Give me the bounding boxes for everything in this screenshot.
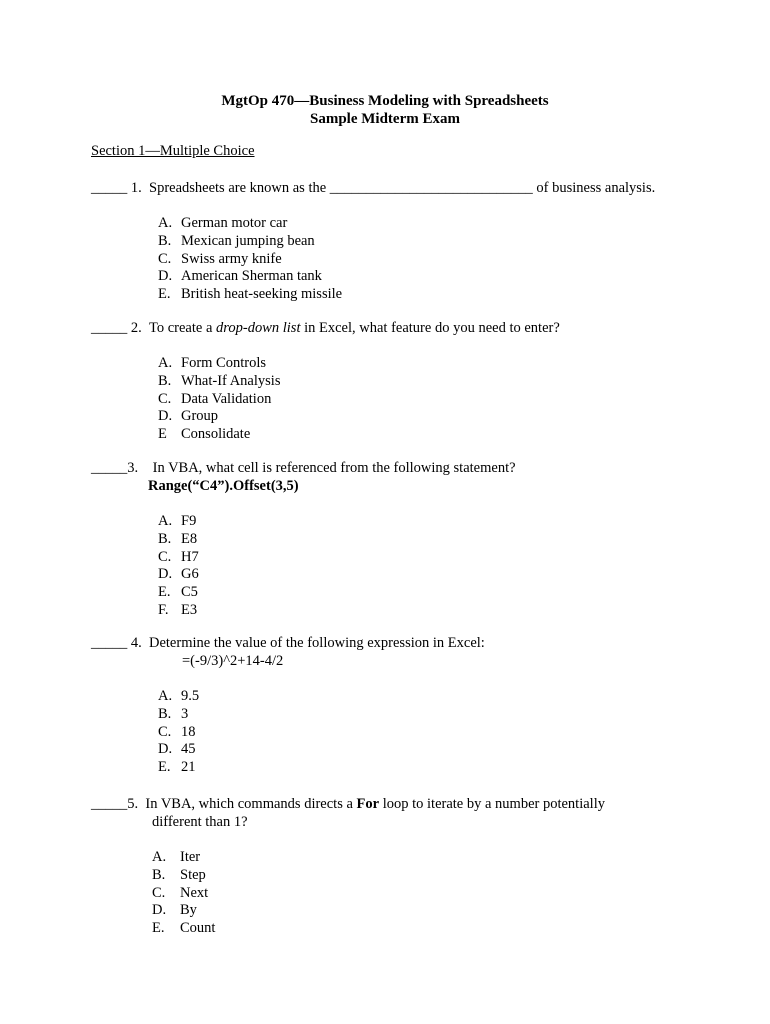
option-d: D. By: [152, 902, 197, 919]
option-e: E. C5: [158, 584, 198, 601]
exam-subtitle: Sample Midterm Exam: [310, 111, 460, 127]
question-2-options: [158, 355, 280, 444]
option-a: A. 9.5: [158, 688, 200, 704]
vba-statement: Range(“C4”).Offset(3,5): [148, 478, 299, 494]
question-3-prefix: _____3.: [91, 460, 139, 476]
option-e: E. Count: [152, 920, 216, 937]
option-b: B. E8: [158, 530, 198, 547]
question-5: [91, 795, 731, 813]
question-4-prefix: _____ 4.: [91, 635, 142, 651]
option-d: D. Group: [158, 408, 219, 425]
question-3-text: In VBA, what cell is referenced from the following statement?: [152, 460, 516, 476]
option-b: B. What-If Analysis: [158, 372, 281, 389]
question-4-text: Determine the value of the following expression in Excel:: [149, 635, 485, 651]
question-2-text-before: To create a: [149, 320, 217, 336]
question-5-options: [152, 849, 215, 938]
excel-expression: =(-9/3)^2+14-4/2: [182, 653, 284, 669]
section-heading: Section 1—Multiple Choice: [91, 143, 255, 159]
question-5-text-after: loop to iterate by a number potentially: [379, 796, 605, 812]
option-c: C. H7: [158, 548, 199, 565]
question-4-options: [158, 688, 199, 777]
question-5-prefix: _____5.: [91, 796, 139, 812]
question-5-text-bold: For: [356, 796, 380, 812]
option-b: B. Mexican jumping bean: [158, 232, 315, 249]
option-c: C. Data Validation: [158, 390, 272, 407]
option-d: D. 45: [158, 741, 196, 758]
question-3: [91, 459, 731, 477]
option-c: C. Next: [152, 884, 209, 901]
question-2-prefix: _____ 2.: [91, 320, 142, 336]
question-5-text-before: In VBA, which commands directs a: [145, 796, 357, 812]
option-f: F. E3: [158, 601, 198, 618]
option-a: A. German motor car: [158, 215, 288, 231]
option-e: E. 21: [158, 759, 196, 776]
question-4-expression: [182, 652, 283, 670]
option-e: E Consolidate: [158, 426, 251, 443]
question-3-statement: [148, 477, 299, 495]
option-b: B. Step: [152, 866, 206, 883]
question-1-text: Spreadsheets are known as the ____________________________ of business analysis.: [149, 180, 656, 196]
question-5-text-line2: different than 1?: [152, 814, 248, 830]
option-c: C. Swiss army knife: [158, 250, 282, 267]
question-4: [91, 634, 731, 652]
option-a: A. Form Controls: [158, 355, 266, 371]
option-e: E. British heat-seeking missile: [158, 286, 343, 303]
question-2-text-after: in Excel, what feature do you need to enter?: [300, 320, 560, 336]
question-2-text-italic: drop-down list: [216, 320, 301, 336]
option-d: D. G6: [158, 566, 199, 583]
option-a: A. Iter: [152, 849, 201, 865]
question-5-line2: [152, 813, 248, 831]
option-a: A. F9: [158, 513, 197, 529]
question-1-prefix: _____ 1.: [91, 180, 142, 196]
question-2: [91, 319, 731, 337]
option-d: D. American Sherman tank: [158, 268, 322, 285]
question-1-options: [158, 215, 342, 304]
option-b: B. 3: [158, 705, 189, 722]
question-1: [91, 179, 731, 197]
option-c: C. 18: [158, 723, 196, 740]
question-3-options: [158, 513, 199, 620]
exam-title: MgtOp 470—Business Modeling with Spreadsheets: [221, 93, 549, 109]
